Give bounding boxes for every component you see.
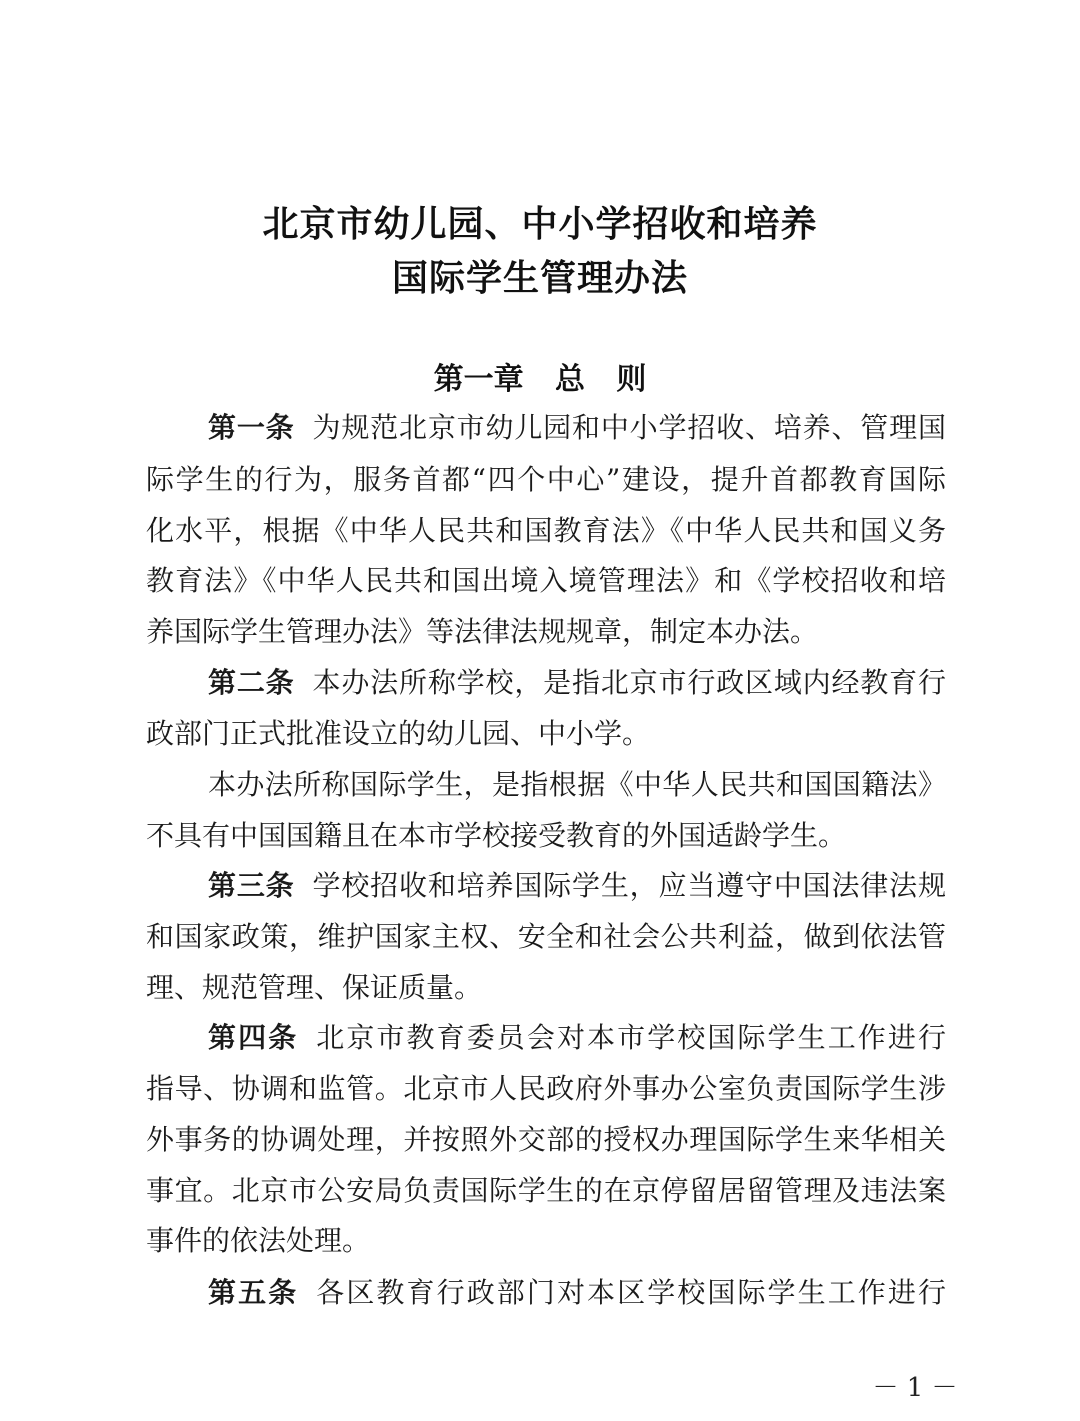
article-1-line-2: 际学生的行为，服务首都“四个中心”建设，提升首都教育国际 — [146, 463, 946, 496]
article-1-line-3: 化水平，根据《中华人民共和国教育法》《中华人民共和国义务 — [146, 514, 946, 547]
article-1-label: 第一条 — [208, 411, 295, 444]
article-2-line-1 — [208, 663, 946, 703]
article-3-line-3: 理、规范管理、保证质量。 — [146, 971, 483, 1004]
article-3-line-2: 和国家政策，维护国家主权、安全和社会公共利益，做到依法管 — [146, 920, 946, 953]
article-5-line-1 — [208, 1273, 946, 1313]
document-title-line-2: 国际学生管理办法 — [391, 258, 688, 299]
article-5-text: 各区教育行政部门对本区学校国际学生工作进行 — [316, 1276, 946, 1309]
article-4-text: 北京市教育委员会对本市学校国际学生工作进行 — [316, 1021, 946, 1054]
article-4-line-3: 外事务的协调处理，并按照外交部的授权办理国际学生来华相关 — [146, 1123, 946, 1156]
page-number: － 1 － — [872, 1373, 958, 1403]
article-4-label: 第四条 — [208, 1021, 299, 1054]
article-1-line-5: 养国际学生管理办法》等法律法规规章，制定本办法。 — [146, 615, 819, 648]
article-2-para-2-line-2: 不具有中国国籍且在本市学校接受教育的外国适龄学生。 — [146, 819, 847, 852]
document-title-line-1: 北京市幼儿园、中小学招收和培养 — [262, 204, 818, 245]
article-3-label: 第三条 — [208, 869, 295, 902]
article-2-para-2-line-1: 本办法所称国际学生，是指根据《中华人民共和国国籍法》 — [208, 768, 946, 801]
article-3-text: 学校招收和培养国际学生，应当遵守中国法律法规 — [312, 869, 946, 902]
article-1-line-4: 教育法》《中华人民共和国出境入境管理法》和《学校招收和培 — [146, 564, 946, 597]
article-4-line-5: 事件的依法处理。 — [146, 1224, 371, 1257]
article-2-label: 第二条 — [208, 666, 295, 699]
article-4-line-2: 指导、协调和监管。北京市人民政府外事办公室负责国际学生涉 — [146, 1072, 946, 1105]
article-4-line-1 — [208, 1018, 946, 1058]
article-2-line-2: 政部门正式批准设立的幼儿园、中小学。 — [146, 717, 651, 750]
article-5-label: 第五条 — [208, 1276, 299, 1309]
article-1-line-1 — [208, 408, 946, 448]
article-2-text: 本办法所称学校，是指北京市行政区域内经教育行 — [312, 666, 946, 699]
article-1-text: 为规范北京市幼儿园和中小学招收、培养、管理国 — [312, 411, 946, 444]
article-4-line-4: 事宜。北京市公安局负责国际学生的在京停留居留管理及违法案 — [146, 1174, 946, 1207]
article-3-line-1 — [208, 866, 946, 906]
chapter-heading: 第一章 总 则 — [433, 362, 647, 397]
